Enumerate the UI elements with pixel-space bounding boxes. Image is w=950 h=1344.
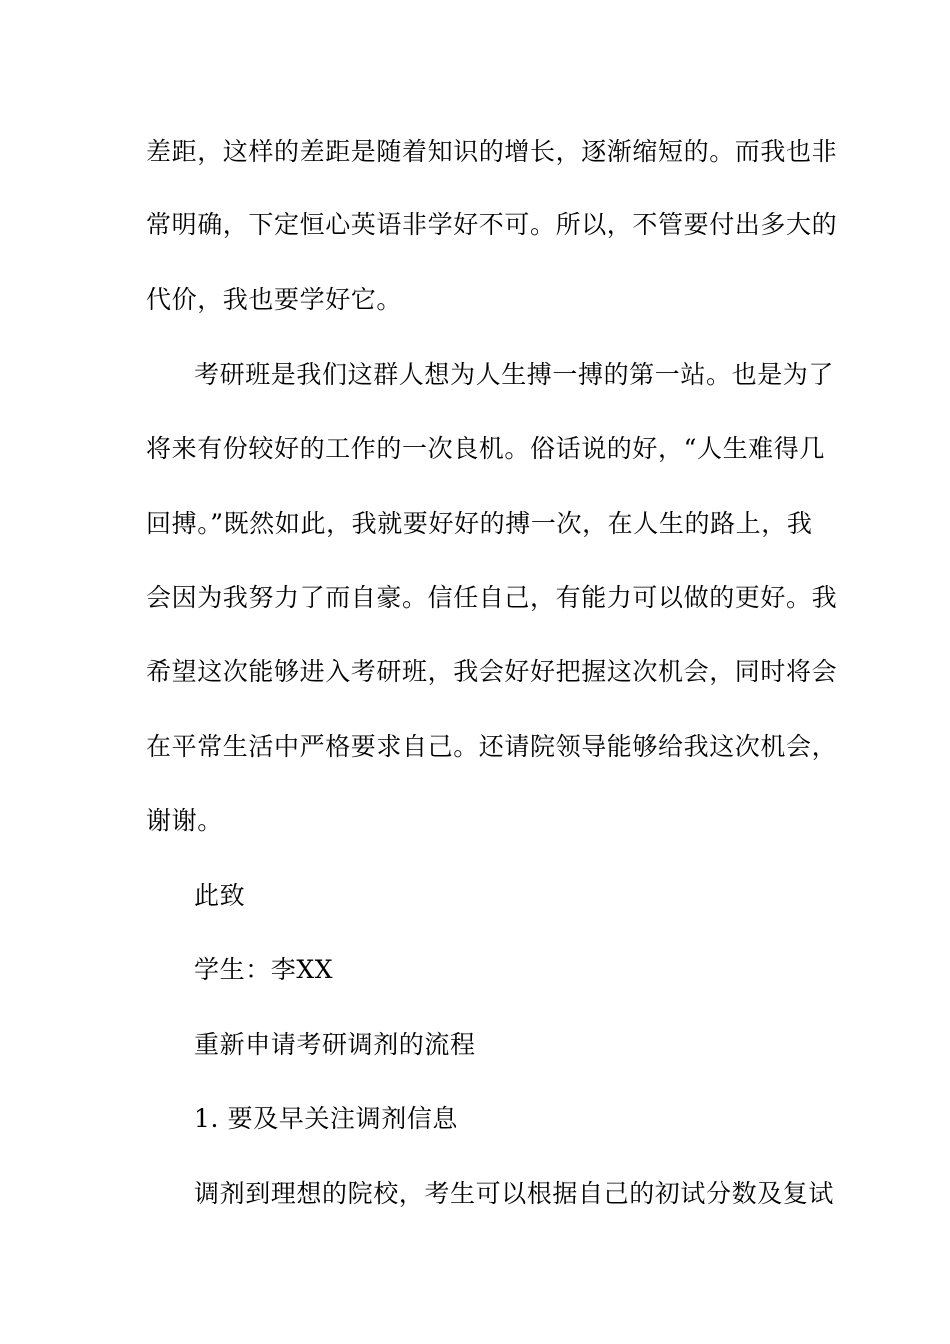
body-text-line: 谢谢。 xyxy=(146,806,223,835)
numbered-item: 1. 要及早关注调剂信息 xyxy=(194,1104,459,1133)
body-text-line: 常明确，下定恒心英语非学好不可。所以，不管要付出多大的 xyxy=(146,210,838,239)
body-text-line: 代价，我也要学好它。 xyxy=(146,285,403,314)
closing-salutation: 此致 xyxy=(194,881,246,910)
body-text-line: 差距，这样的差距是随着知识的增长，逐渐缩短的。而我也非 xyxy=(146,137,838,166)
section-heading: 重新申请考研调剂的流程 xyxy=(194,1030,476,1059)
body-text-line: 希望这次能够进入考研班，我会好好把握这次机会，同时将会 xyxy=(146,657,838,686)
body-text-line: 将来有份较好的工作的一次良机。俗话说的好，“人生难得几 xyxy=(146,434,825,463)
body-text-line: 在平常生活中严格要求自己。还请院领导能够给我这次机会， xyxy=(146,732,838,761)
signature-line: 学生：李XX xyxy=(194,955,334,984)
paragraph-first-line: 调剂到理想的院校，考生可以根据自己的初试分数及复试 xyxy=(194,1179,835,1208)
body-text-line: 会因为我努力了而自豪。信任自己，有能力可以做的更好。我 xyxy=(146,583,838,612)
body-text-line: 回搏。”既然如此，我就要好好的搏一次，在人生的路上，我 xyxy=(146,509,813,538)
paragraph-first-line: 考研班是我们这群人想为人生搏一搏的第一站。也是为了 xyxy=(194,360,835,389)
